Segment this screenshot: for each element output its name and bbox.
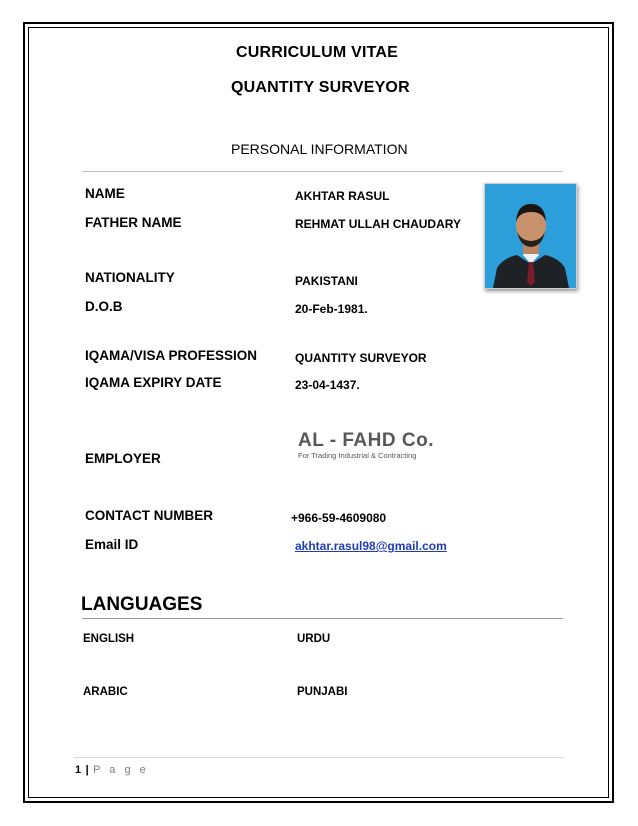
father-name-value: REHMAT ULLAH CHAUDARY xyxy=(295,217,461,231)
employer-label: EMPLOYER xyxy=(85,451,161,466)
email-link[interactable]: akhtar.rasul98@gmail.com xyxy=(295,539,447,553)
iqama-expiry-label: IQAMA EXPIRY DATE xyxy=(85,375,222,390)
profession-label: IQAMA/VISA PROFESSION xyxy=(85,348,258,363)
page-footer xyxy=(75,760,149,778)
name-label: NAME xyxy=(85,186,125,201)
language-item: ENGLISH xyxy=(83,633,135,645)
language-item: PUNJABI xyxy=(297,686,348,698)
profile-photo xyxy=(484,183,577,289)
cv-title: CURRICULUM VITAE xyxy=(236,44,399,61)
dob-label: D.O.B xyxy=(85,299,123,314)
employer-logo-name: AL - FAHD Co. xyxy=(298,430,434,451)
contact-value: +966-59-4609080 xyxy=(291,511,387,525)
page-number: 1 xyxy=(75,764,82,776)
section-divider xyxy=(82,171,563,172)
nationality-value: PAKISTANI xyxy=(295,274,358,288)
languages-heading: LANGUAGES xyxy=(81,594,203,615)
dob-value: 20-Feb-1981. xyxy=(295,302,368,316)
footer-divider xyxy=(74,757,564,758)
iqama-expiry-value: 23-04-1437. xyxy=(295,378,360,392)
footer-separator: | xyxy=(85,764,89,776)
name-value: AKHTAR RASUL xyxy=(295,189,390,203)
language-item: ARABIC xyxy=(83,686,128,698)
profession-value: QUANTITY SURVEYOR xyxy=(295,351,427,365)
nationality-label: NATIONALITY xyxy=(85,270,175,285)
personal-info-heading: PERSONAL INFORMATION xyxy=(231,141,408,157)
father-name-label: FATHER NAME xyxy=(85,215,182,230)
languages-divider xyxy=(82,618,563,619)
contact-label: CONTACT NUMBER xyxy=(85,508,213,523)
job-title: QUANTITY SURVEYOR xyxy=(231,79,410,96)
language-item: URDU xyxy=(297,633,331,645)
page-word: P a g e xyxy=(93,764,149,776)
employer-logo-tagline: For Trading Industrial & Contracting xyxy=(298,451,417,460)
email-label: Email ID xyxy=(85,537,139,552)
